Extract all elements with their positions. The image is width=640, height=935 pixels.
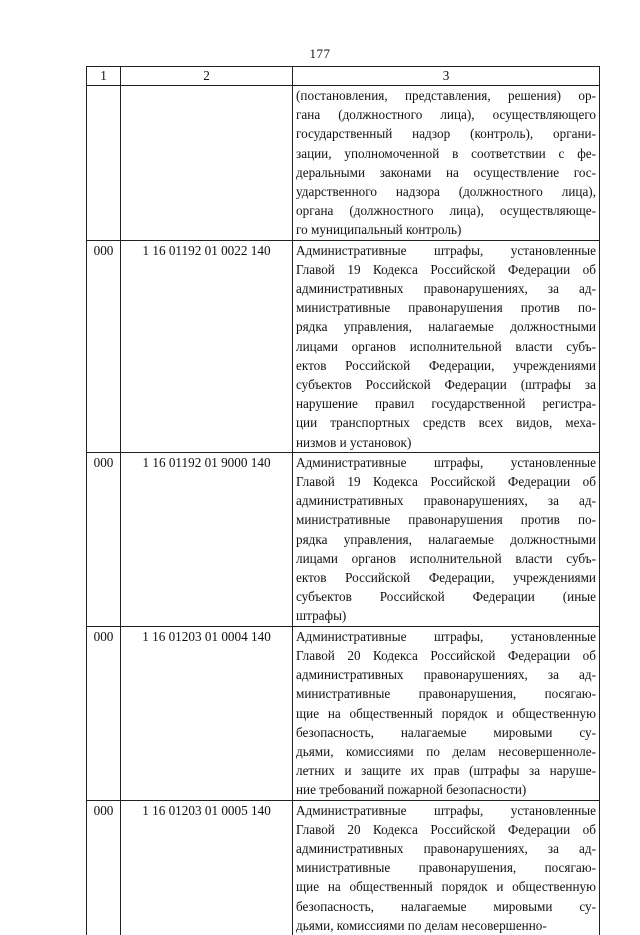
revenue-name-line: административных правонарушениях, за ад- <box>296 840 596 856</box>
page-number: 177 <box>309 46 331 61</box>
revenue-name-line: органа (должностного лица), осуществляюще- <box>296 203 596 219</box>
table-header-row <box>87 67 600 86</box>
table-body <box>87 86 600 935</box>
admin-code-cell: 000 <box>87 626 121 800</box>
revenue-name-line: штрафы) <box>296 608 347 624</box>
revenue-name-cell <box>293 800 600 935</box>
revenue-name-line: Главой 20 Кодекса Российской Федерации об <box>296 821 596 837</box>
revenue-name-line: низмов и установок) <box>296 434 412 450</box>
revenue-name-line: безопасность, налагаемые мировыми су- <box>296 898 596 914</box>
revenue-name-line: Административные штрафы, установленные <box>296 802 596 818</box>
revenue-name-line: гана (должностного лица), осуществляющего <box>296 107 596 123</box>
budget-code-cell: 1 16 01203 01 0005 140 <box>121 800 293 935</box>
revenue-name-line: административных правонарушениях, за ад- <box>296 667 596 683</box>
revenue-name-line: дьями, комиссиями по делам несовершенноле- <box>296 743 596 759</box>
revenue-name-line: летних и защите их прав (штрафы за наруше- <box>296 763 596 779</box>
revenue-name-line: министративные правонарушения, посягаю- <box>296 686 596 702</box>
revenue-name-cell <box>293 626 600 800</box>
admin-code-cell: 000 <box>87 800 121 935</box>
revenue-name-line: субъектов Российской Федерации (штрафы за <box>296 377 596 393</box>
revenue-name-line: Главой 19 Кодекса Российской Федерации об <box>296 474 596 490</box>
revenue-name-line: министративные правонарушения против по- <box>296 512 596 528</box>
revenue-name-cell <box>293 240 600 452</box>
revenue-name-line: лицами органов исполнительной власти субъ- <box>296 338 596 354</box>
budget-code-cell: 1 16 01192 01 0022 140 <box>121 240 293 452</box>
budget-code-cell: 1 16 01203 01 0004 140 <box>121 626 293 800</box>
revenue-name-line: дьями, комиссиями по делам несовершенно- <box>296 917 547 933</box>
revenue-name-line: ектов Российской Федерации, учреждениями <box>296 570 596 586</box>
budget-code-cell <box>121 86 293 241</box>
revenue-name-line: ударственного надзора (должностного лица), <box>296 184 596 200</box>
table-row <box>87 800 600 935</box>
revenue-name-line: Главой 19 Кодекса Российской Федерации об <box>296 261 596 277</box>
revenue-name-line: рядка управления, налагаемые должностными <box>296 531 596 547</box>
admin-code-cell: 000 <box>87 240 121 452</box>
revenue-name-line: го муниципальный контроль) <box>296 222 462 238</box>
revenue-name-line: нарушение правил государственной регистра- <box>296 396 596 412</box>
budget-classification-table <box>86 66 600 935</box>
revenue-name-line: Административные штрафы, установленные <box>296 628 596 644</box>
revenue-name-line: рядка управления, налагаемые должностными <box>296 319 596 335</box>
revenue-name-line: административных правонарушениях, за ад- <box>296 493 596 509</box>
revenue-name-line: ции транспортных средств всех видов, меха- <box>296 415 596 431</box>
revenue-name-line: щие на общественный порядок и общественную <box>296 879 596 895</box>
revenue-name-line: безопасность, налагаемые мировыми су- <box>296 724 596 740</box>
revenue-name-line: министративные правонарушения, посягаю- <box>296 860 596 876</box>
revenue-name-line: (постановления, представления, решения) ор- <box>296 88 596 103</box>
revenue-name-line: административных правонарушениях, за ад- <box>296 281 596 297</box>
revenue-name-line: Административные штрафы, установленные <box>296 242 596 258</box>
column-header-1: 1 <box>87 67 121 86</box>
revenue-name-line: субъектов Российской Федерации (иные <box>296 589 596 605</box>
revenue-name-line: государственный надзор (контроль), органи- <box>296 126 596 142</box>
table-row <box>87 452 600 626</box>
revenue-name-line: деральными законами на осуществление гос- <box>296 164 596 180</box>
revenue-name-line: зации, уполномоченной в соответствии с фе- <box>296 145 596 161</box>
revenue-name-cell <box>293 86 600 241</box>
table-row <box>87 626 600 800</box>
table-row <box>87 240 600 452</box>
table-row <box>87 86 600 241</box>
revenue-name-line: щие на общественный порядок и общественную <box>296 705 596 721</box>
revenue-name-line: лицами органов исполнительной власти субъ- <box>296 550 596 566</box>
revenue-name-line: Главой 20 Кодекса Российской Федерации об <box>296 647 596 663</box>
revenue-name-line: министративные правонарушения против по- <box>296 300 596 316</box>
revenue-name-line: ектов Российской Федерации, учреждениями <box>296 357 596 373</box>
budget-code-cell: 1 16 01192 01 9000 140 <box>121 452 293 626</box>
admin-code-cell: 000 <box>87 452 121 626</box>
revenue-name-line: ние требований пожарной безопасности) <box>296 782 527 798</box>
admin-code-cell <box>87 86 121 241</box>
column-header-2: 2 <box>121 67 293 86</box>
column-header-3: 3 <box>293 67 600 86</box>
revenue-name-cell <box>293 452 600 626</box>
revenue-name-line: Административные штрафы, установленные <box>296 454 596 470</box>
